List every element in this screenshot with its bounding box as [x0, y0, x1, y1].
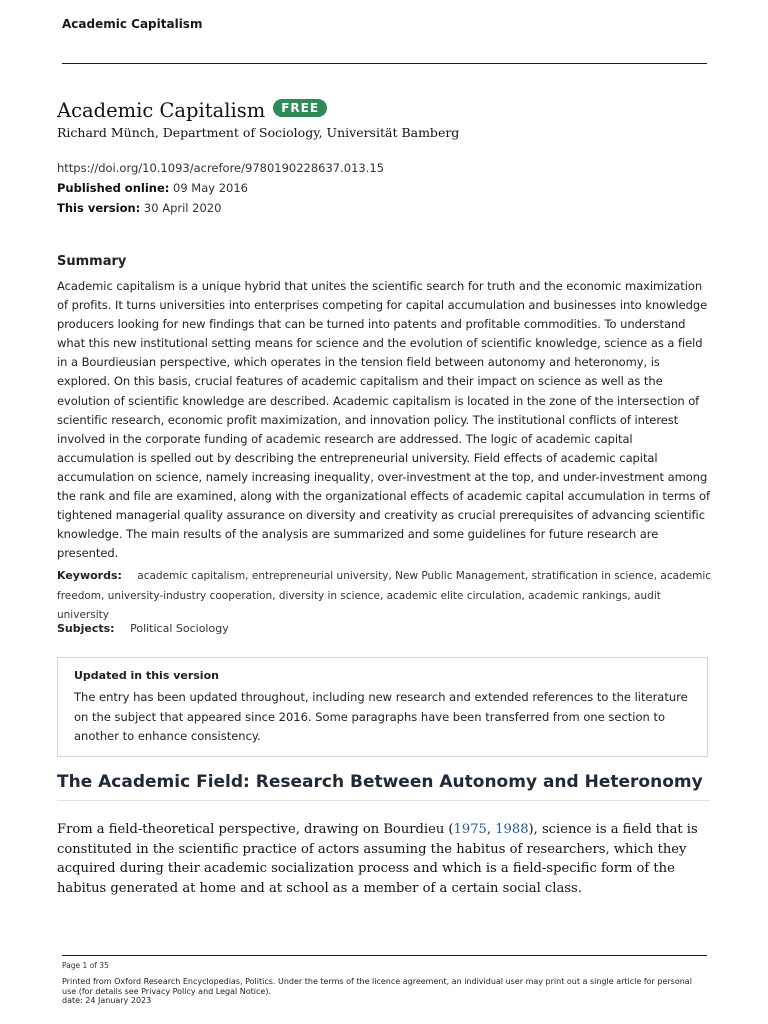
author-line: Richard Münch, Department of Sociology, Universität Bamberg	[57, 125, 460, 140]
update-notice	[57, 657, 708, 757]
summary-heading: Summary	[57, 254, 127, 269]
header-divider	[62, 63, 707, 64]
section-title: The Academic Field: Research Between Autonomy and Heteronomy	[57, 772, 703, 792]
summary-text: Academic capitalism is a unique hybrid that unites the scientific search for truth and the economic maximization of profits. It turns universities into enterprises competing for capital accumulation and businesses into knowledge producers looking for new findings that can be turned into patents and profitable commodities. To understand what this new institutional setting means for science and the evolution of scientific knowledge, science as a field in a Bourdieusian perspective, which operates in the tension field between autonomy and heteronomy, is explored. On this basis, crucial features of academic capitalism and their impact on science as well as the evolution of scientific knowledge are described. Academic capitalism is located in the zone of the intersection of scientific research, economic profit maximization, and innovation policy. The institutional conflicts of interest involved in the corporate funding of academic research are addressed. The logic of academic capital accumulation is spelled out by describing the entrepreneurial university. Field effects of academic capital accumulation on science, namely increasing inequality, over-investment at the top, and under-investment among the rank and file are examined, along with the organizational effects of academic capital accumulation in terms of tightened managerial quality assurance on diversity and creativity as crucial prerequisites of advancing scientific knowledge. The main results of the analysis are summarized and some guidelines for future research are presented.	[57, 279, 711, 561]
subjects	[57, 622, 229, 635]
version-label: This version:	[57, 201, 141, 215]
citation-link-1975[interactable]: 1975	[453, 822, 487, 837]
article-title: Academic Capitalism	[57, 99, 266, 122]
print-date: date: 24 January 2023	[62, 996, 152, 1005]
article-metadata	[57, 158, 384, 218]
subjects-value[interactable]: Political Sociology	[130, 622, 229, 635]
update-heading: Updated in this version	[74, 669, 219, 682]
subjects-label: Subjects:	[57, 622, 115, 635]
footer-notice	[62, 977, 707, 1006]
para-end: ), science is a field that is constituted in the scientific practice of actors assuming the habitus of researchers, which they acquired during their academic socialization process and which is a field-specific form of the habitus generated at home and at school as a member of a certain social class.	[57, 822, 698, 896]
citation-separator: ,	[486, 822, 496, 837]
published-label: Published online:	[57, 181, 170, 195]
section-divider	[57, 800, 710, 801]
citation-link-1988[interactable]: 1988	[495, 822, 529, 837]
keywords-list[interactable]: academic capitalism, entrepreneurial university, New Public Management, stratification in science, academic freedom, university-industry cooperation, diversity in science, academic elite circulation, academic rankings, audit university	[57, 570, 712, 621]
running-head: Academic Capitalism	[62, 17, 203, 31]
body-paragraph	[57, 820, 707, 898]
page-number: Page 1 of 35	[62, 961, 109, 970]
free-access-badge: FREE	[273, 99, 327, 117]
version-value: 30 April 2020	[143, 201, 222, 215]
title-row	[57, 99, 327, 122]
published-value: 09 May 2016	[173, 181, 249, 195]
footer-divider	[62, 955, 707, 956]
keywords	[57, 566, 712, 626]
doi-link[interactable]: https://doi.org/10.1093/acrefore/9780190228637.013.15	[57, 161, 385, 175]
update-text: The entry has been updated throughout, including new research and extended references to the literature on the subject that appeared since 2016. Some paragraphs have been transferred from one section to another to enhance consistency.	[74, 690, 688, 743]
this-version	[57, 198, 384, 218]
printed-notice: Printed from Oxford Research Encyclopedias, Politics. Under the terms of the licence agreement, an individual user may print out a single article for personal use (for details see Privacy Policy and Legal Notice).	[62, 977, 692, 996]
keywords-label: Keywords:	[57, 569, 122, 582]
para-start: From a field-theoretical perspective, drawing on Bourdieu (	[57, 822, 454, 837]
published-online	[57, 178, 384, 198]
